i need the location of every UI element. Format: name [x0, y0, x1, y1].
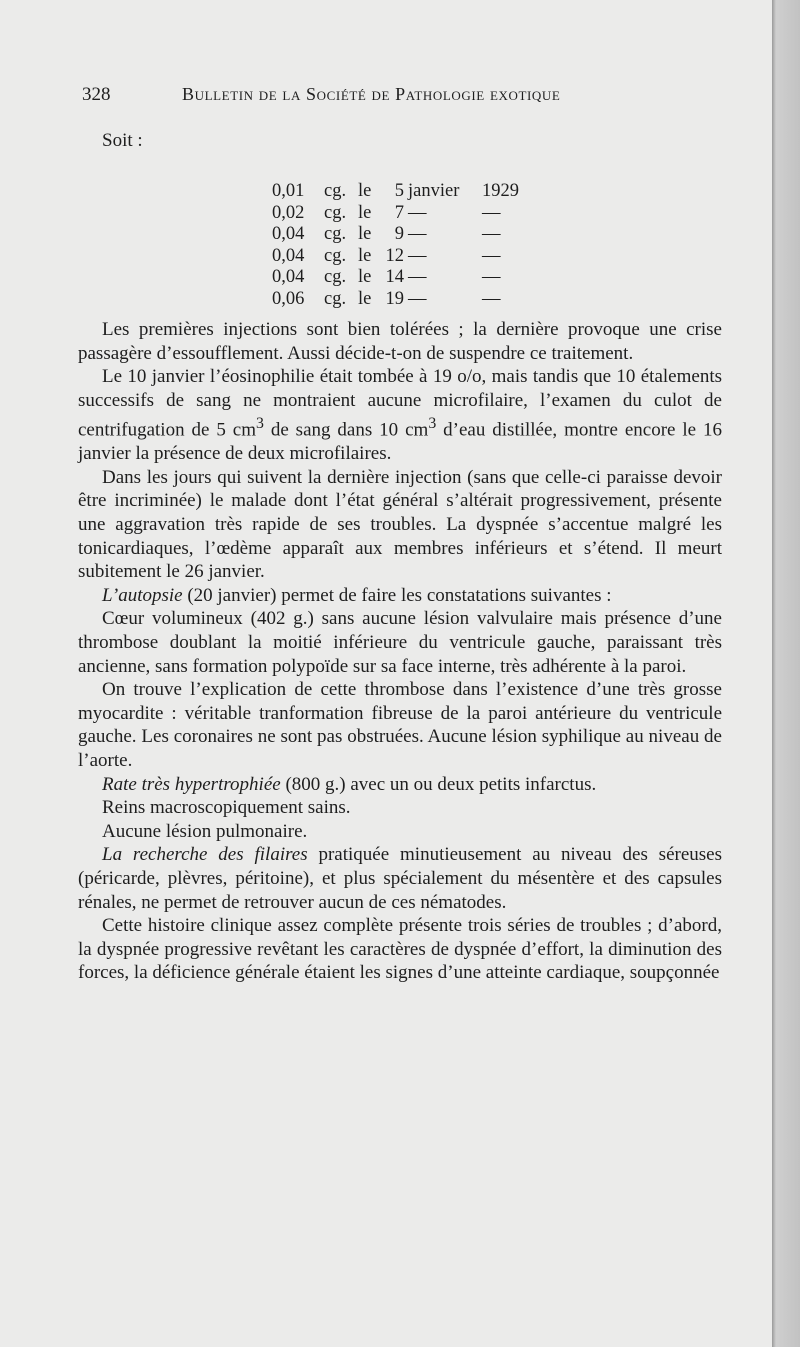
- dosage-row: [272, 267, 562, 289]
- date-day: 5: [394, 181, 404, 201]
- paragraph-text: (20 janvier) permet de faire les constatations suivantes :: [182, 584, 612, 606]
- italic-heading: L’autopsie: [102, 584, 183, 606]
- date-prefix: le: [358, 224, 372, 244]
- date-month: —: [408, 267, 427, 287]
- paragraph: Reins macroscopiquement sains.: [102, 797, 351, 819]
- superscript: 3: [255, 415, 264, 433]
- superscript: 3: [428, 415, 437, 433]
- dose-unit: cg.: [324, 181, 347, 201]
- paragraph-text: d’eau distillée, montre encore le 16 janvier la présence de deux microfilaires.: [78, 419, 722, 465]
- paragraph: [78, 843, 722, 914]
- dosage-row: [272, 181, 562, 203]
- date-month: —: [408, 245, 427, 266]
- paragraph-text: de sang dans 10 cm: [263, 419, 429, 441]
- date-day: 7: [394, 202, 404, 223]
- date-year: —: [482, 224, 501, 244]
- date-year: —: [482, 288, 501, 309]
- date-day: 12: [385, 245, 404, 266]
- italic-heading: Rate très hypertrophiée: [102, 773, 281, 795]
- date-month: —: [408, 224, 427, 244]
- dose-value: 0,02: [272, 202, 305, 223]
- paragraph: Dans les jours qui suivent la dernière injection (sans que celle-ci paraisse devoir être incriminée) le malade dont l’état général s’altérait progressivement, présente une aggravation très rapide de ses troubles. La dyspnée s’accentue malgré les tonicardiaques, l’œdème apparaît aux membres inférieurs et s’étend. Il meurt subitement le 26 janvier.: [78, 466, 722, 583]
- dose-value: 0,04: [272, 267, 305, 287]
- body-text: [78, 318, 722, 985]
- date-day: 14: [385, 267, 404, 287]
- paragraph-text: pratiquée minutieusement au niveau des séreuses (péricarde, plèvres, péritoine), et plus spécialement du mésentère et des capsules rénales, ne permet de retrouver aucun de ces nématodes.: [78, 844, 722, 913]
- date-year: 1929: [482, 181, 519, 201]
- page-number: 328: [82, 84, 111, 105]
- dosage-row: [272, 203, 562, 225]
- dose-value: 0,04: [272, 224, 305, 244]
- date-prefix: le: [358, 267, 372, 287]
- dosage-list: [272, 181, 562, 310]
- dose-unit: cg.: [324, 202, 347, 223]
- paragraph: [78, 584, 722, 608]
- date-day: 9: [394, 224, 404, 244]
- date-month: —: [408, 202, 427, 223]
- paragraph: [78, 365, 722, 466]
- dosage-row: [272, 224, 562, 246]
- dose-value: 0,01: [272, 181, 305, 201]
- dose-unit: cg.: [324, 224, 347, 244]
- paragraph: On trouve l’explication de cette thrombose dans l’existence d’une très grosse myocardite : véritable tranformation fibreuse de la paroi antérieure du ventricule gauche. Les coronaires ne sont pas obstruées. Aucune lésion syphilique au niveau de l’aorte.: [78, 679, 722, 772]
- date-day: 19: [385, 288, 404, 309]
- date-year: —: [482, 202, 501, 223]
- dosage-row: [272, 289, 562, 311]
- paragraph: Aucune lésion pulmonaire.: [102, 820, 308, 842]
- dose-unit: cg.: [324, 245, 347, 266]
- running-title: Bulletin de la Société de Pathologie exotique: [182, 84, 561, 104]
- dose-value: 0,04: [272, 245, 305, 266]
- dosage-row: [272, 246, 562, 268]
- intro-text: Soit :: [102, 130, 143, 151]
- paragraph: [78, 773, 722, 797]
- date-year: —: [482, 245, 501, 266]
- dose-value: 0,06: [272, 288, 305, 309]
- paragraph: Les premières injections sont bien tolérées ; la dernière provoque une crise passagère d’essoufflement. Aussi décide-t-on de suspendre ce traitement.: [78, 319, 722, 364]
- page-edge-shadow: [772, 0, 800, 1347]
- italic-heading: La recherche des filaires: [102, 844, 308, 866]
- date-month: —: [408, 288, 427, 309]
- paragraph: Cette histoire clinique assez complète présente trois séries de troubles ; d’abord, la dyspnée progressive revêtant les caractères de dyspnée d’effort, la diminution des forces, la déficience générale étaient les signes d’une atteinte cardiaque, soupçonnée: [78, 915, 722, 984]
- date-month: janvier: [408, 181, 460, 201]
- dose-unit: cg.: [324, 267, 347, 287]
- date-prefix: le: [358, 181, 372, 201]
- date-prefix: le: [358, 288, 372, 309]
- paragraph-text: (800 g.) avec un ou deux petits infarctus.: [280, 773, 597, 795]
- paragraph: Cœur volumineux (402 g.) sans aucune lésion valvulaire mais présence d’une thrombose doublant la moitié inférieure du ventricule gauche, paraissant très ancienne, sans formation polypoïde sur sa face interne, très adhérente à la paroi.: [78, 608, 722, 677]
- page-header: [82, 84, 730, 110]
- dose-unit: cg.: [324, 288, 347, 309]
- date-prefix: le: [358, 245, 372, 266]
- date-prefix: le: [358, 202, 372, 223]
- date-year: —: [482, 267, 501, 287]
- paragraph-text: Le 10 janvier l’éosinophilie était tombée à 19 o/o, mais tandis que 10 étalements successifs de sang ne montraient aucune microfilaire, l’examen du culot de centrifugation de 5 cm: [78, 366, 722, 441]
